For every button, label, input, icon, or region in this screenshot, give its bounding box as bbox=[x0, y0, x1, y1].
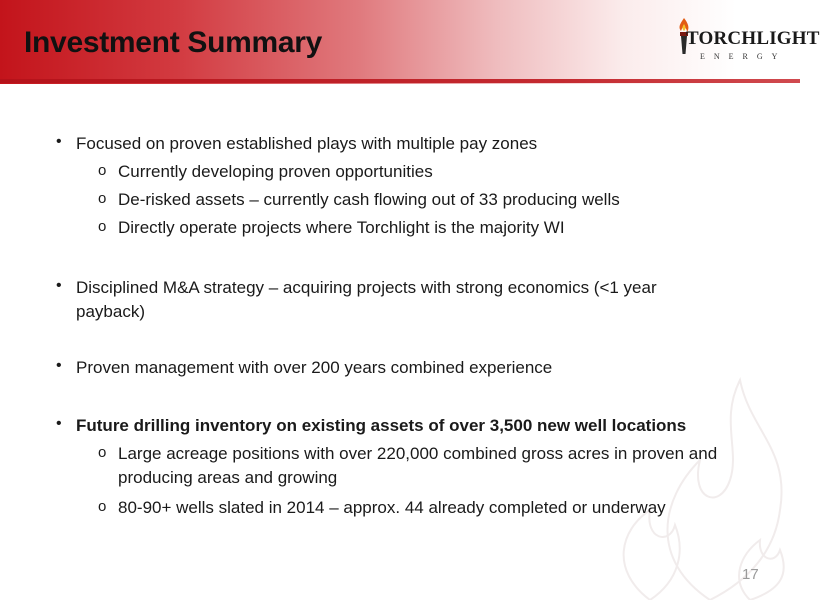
bullet-item: Focused on proven established plays with multiple pay zones bbox=[76, 134, 538, 153]
page-number: 17 bbox=[742, 566, 759, 583]
bullet-marker: • bbox=[56, 133, 62, 150]
sub-bullet-marker: o bbox=[98, 444, 107, 461]
bullet-item: Proven management with over 200 years combined experience bbox=[76, 358, 553, 377]
sub-bullet-item: De-risked assets – currently cash flowing out of 33 producing wells bbox=[118, 190, 620, 209]
logo-wordmark: TORCHLIGHT bbox=[686, 28, 820, 49]
sub-bullet-marker: o bbox=[98, 162, 107, 179]
bullet-item: Disciplined M&A strategy – acquiring projects with strong economics (<1 year payback) bbox=[76, 278, 657, 321]
bullet-marker: • bbox=[56, 357, 62, 374]
bullet-item-bold: Future drilling inventory on existing assets of over 3,500 new well locations bbox=[76, 416, 687, 435]
slide-title: Investment Summary bbox=[24, 26, 323, 59]
sub-bullet-item: Currently developing proven opportunities bbox=[118, 162, 433, 181]
sub-bullet-marker: o bbox=[98, 190, 107, 207]
bullet-marker: • bbox=[56, 277, 62, 294]
sub-bullet-item: Large acreage positions with over 220,000 combined gross acres in proven and producing areas and growing bbox=[118, 444, 718, 487]
sub-bullet-item: 80-90+ wells slated in 2014 – approx. 44 already completed or underway bbox=[118, 498, 666, 517]
sub-bullet-marker: o bbox=[98, 218, 107, 235]
bullet-marker: • bbox=[56, 415, 62, 432]
logo-subtitle: ENERGY bbox=[700, 52, 787, 61]
sub-bullet-marker: o bbox=[98, 498, 107, 515]
sub-bullet-item: Directly operate projects where Torchlight is the majority WI bbox=[118, 218, 565, 237]
